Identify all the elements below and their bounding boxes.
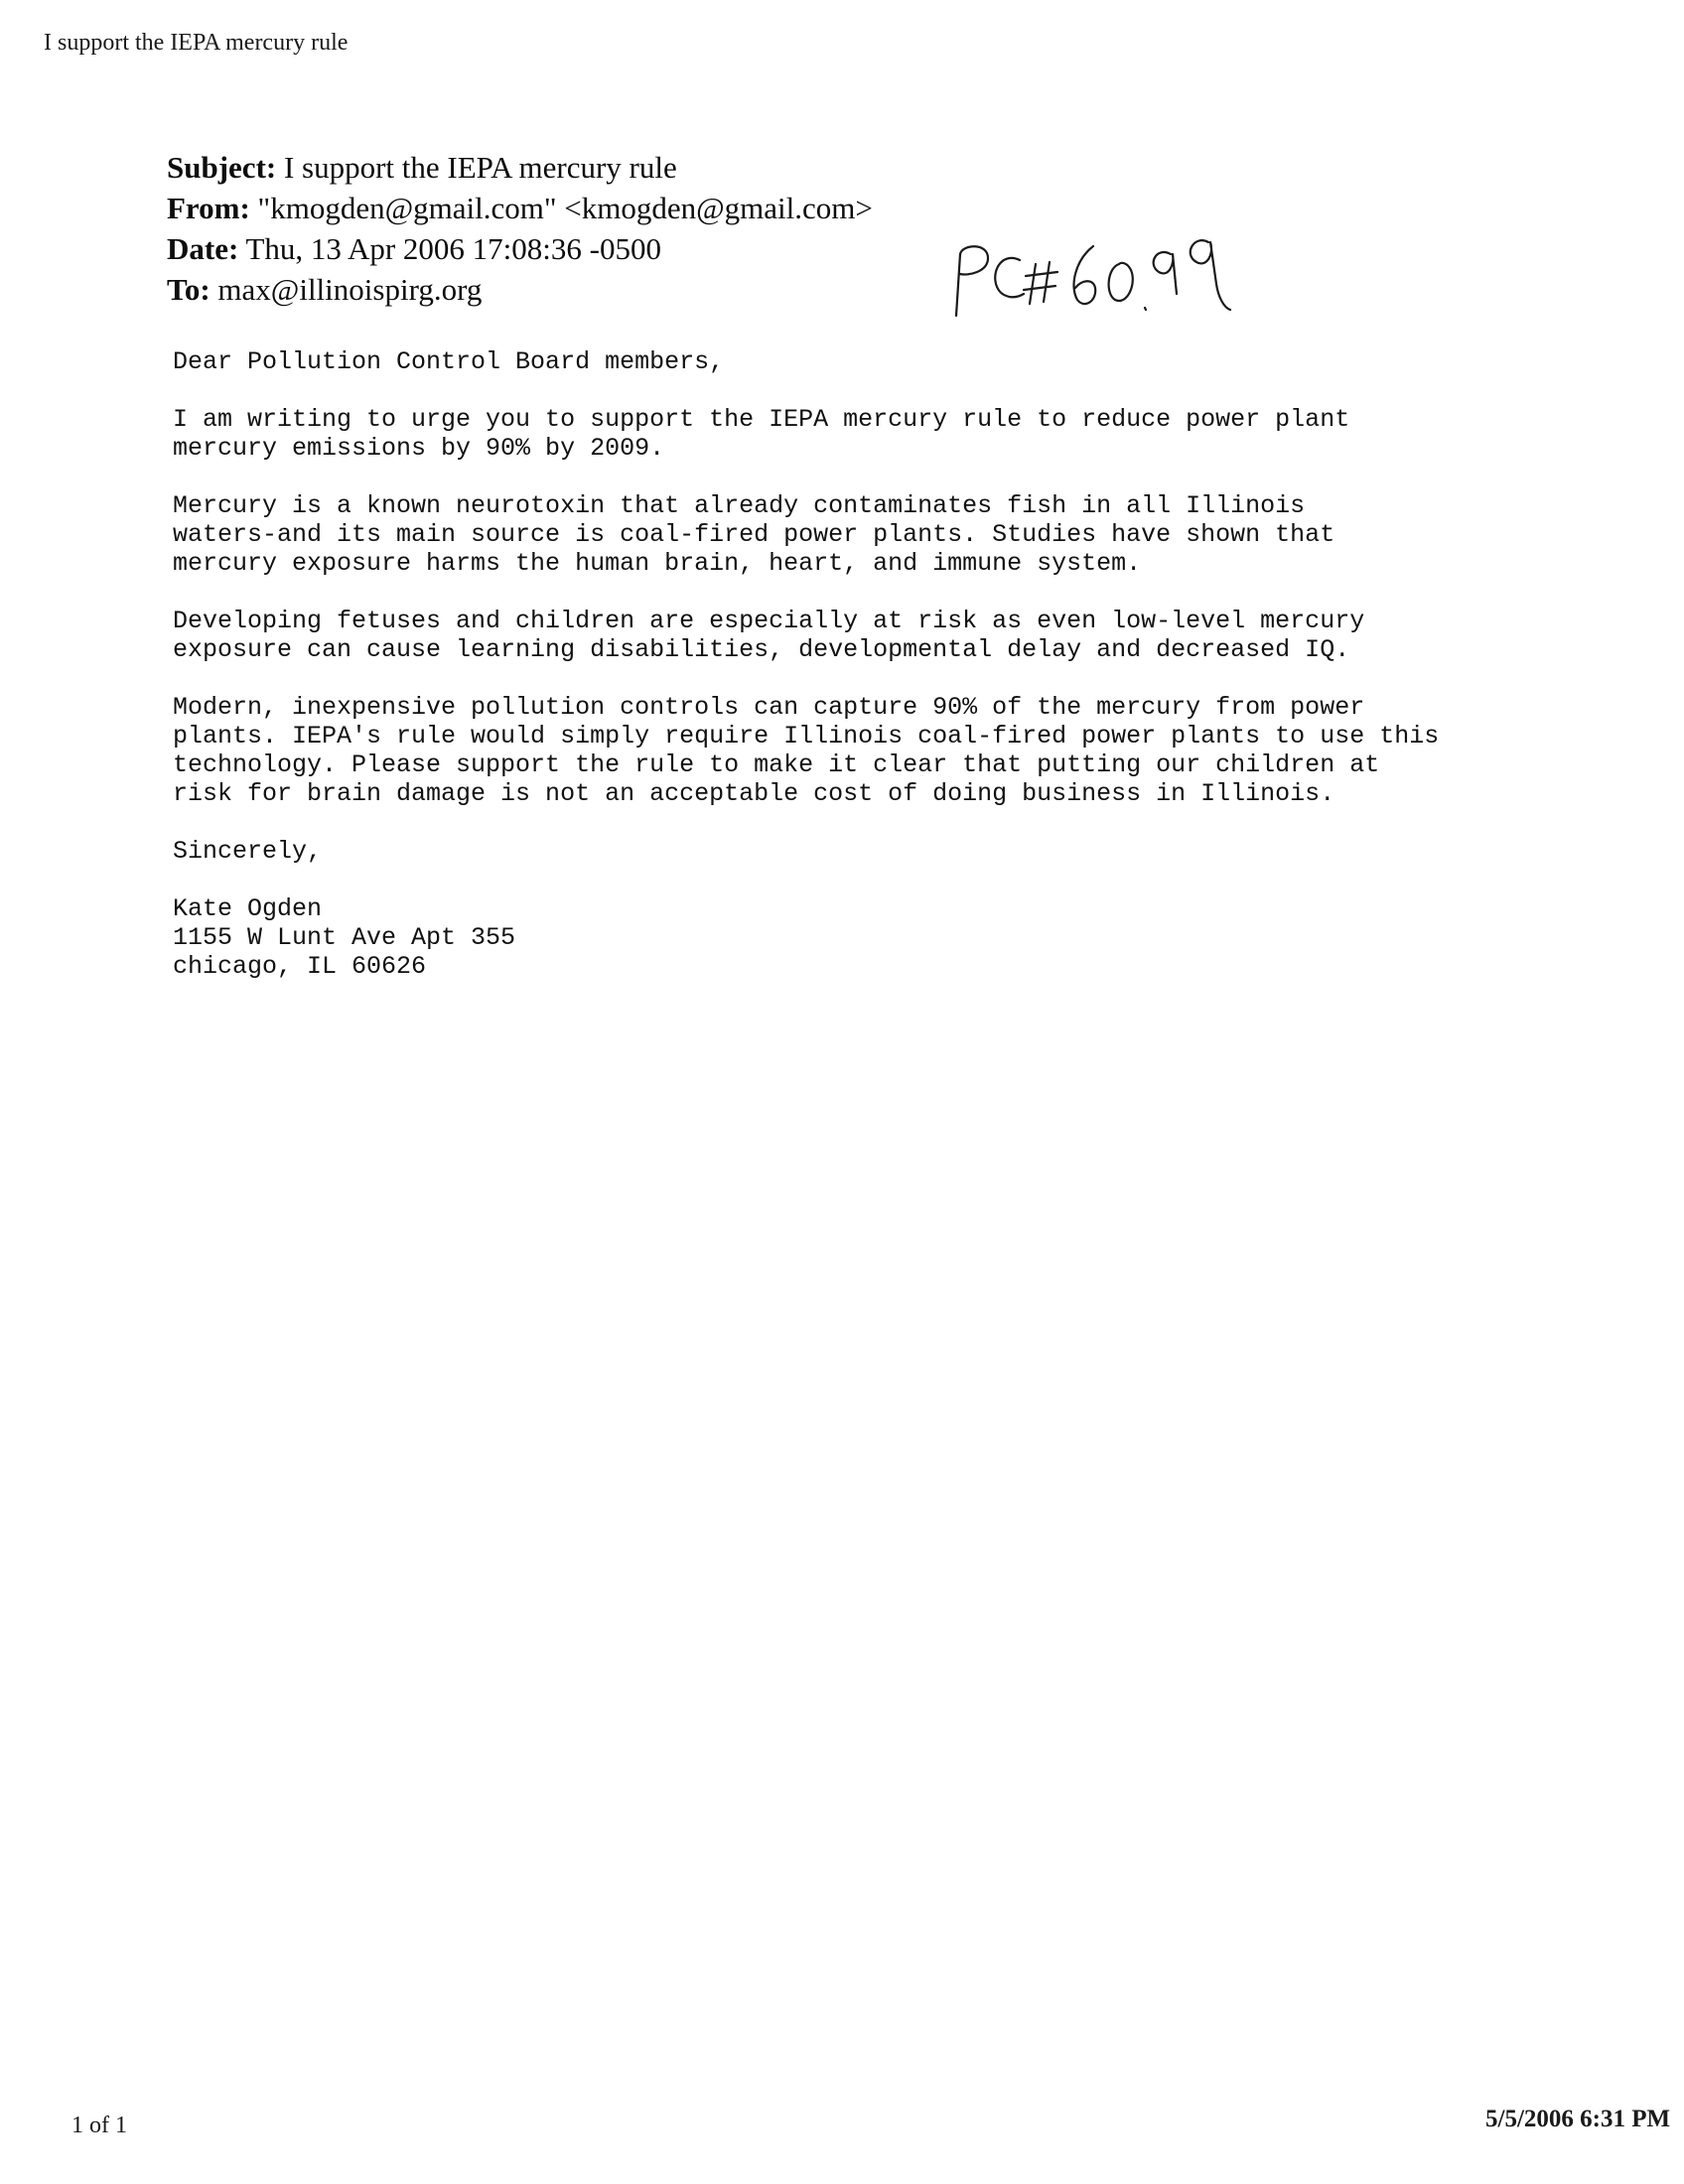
email-body [173,347,1583,981]
body-paragraph: I am writing to urge you to support the IEPA mercury rule to reduce power plant mercury emissions by 90% by 2009. [173,405,1350,463]
subject-value: I support the IEPA mercury rule [283,150,677,185]
date-value: Thu, 13 Apr 2006 17:08:36 -0500 [245,231,661,266]
from-label: From: [167,191,250,225]
closing: Sincerely, [173,837,323,866]
to-value: max@illinoispirg.org [217,272,483,307]
to-label: To: [167,272,210,307]
body-paragraph: Developing fetuses and children are especially at risk as even low-level mercury exposure can cause learning disabilities, developmental delay and decreased IQ. [173,607,1365,664]
from-line [167,188,873,228]
date-label: Date: [167,231,239,266]
date-line [167,228,873,269]
signature-address-line1: 1155 W Lunt Ave Apt 355 [173,923,516,952]
signature-address-line2: chicago, IL 60626 [173,952,427,981]
from-value: "kmogden@gmail.com" <kmogden@gmail.com> [257,191,873,225]
greeting: Dear Pollution Control Board members, [173,347,725,376]
subject-label: Subject: [167,150,277,185]
handwritten-pc-number [948,224,1246,324]
signature-name: Kate Ogden [173,894,323,923]
email-header [167,147,873,310]
signature-block [173,894,1583,981]
body-paragraph: Mercury is a known neurotoxin that already contaminates fish in all Illinois waters-and its main source is coal-fired power plants. Studies have shown that mercury exposure harms the human brain, heart, and immune system. [173,491,1335,578]
to-line [167,269,873,310]
printed-timestamp: 5/5/2006 6:31 PM [1485,2106,1671,2132]
page-indicator: 1 of 1 [71,2113,127,2138]
page-title: I support the IEPA mercury rule [44,30,349,56]
body-paragraph: Modern, inexpensive pollution controls can capture 90% of the mercury from power plants. IEPA's rule would simply require Illinois coal-fired power plants to use this technology. Please support the rule to make it clear that putting our children at risk for brain damage is not an acceptable cost of doing business in Illinois. [173,693,1440,808]
subject-line [167,147,873,188]
